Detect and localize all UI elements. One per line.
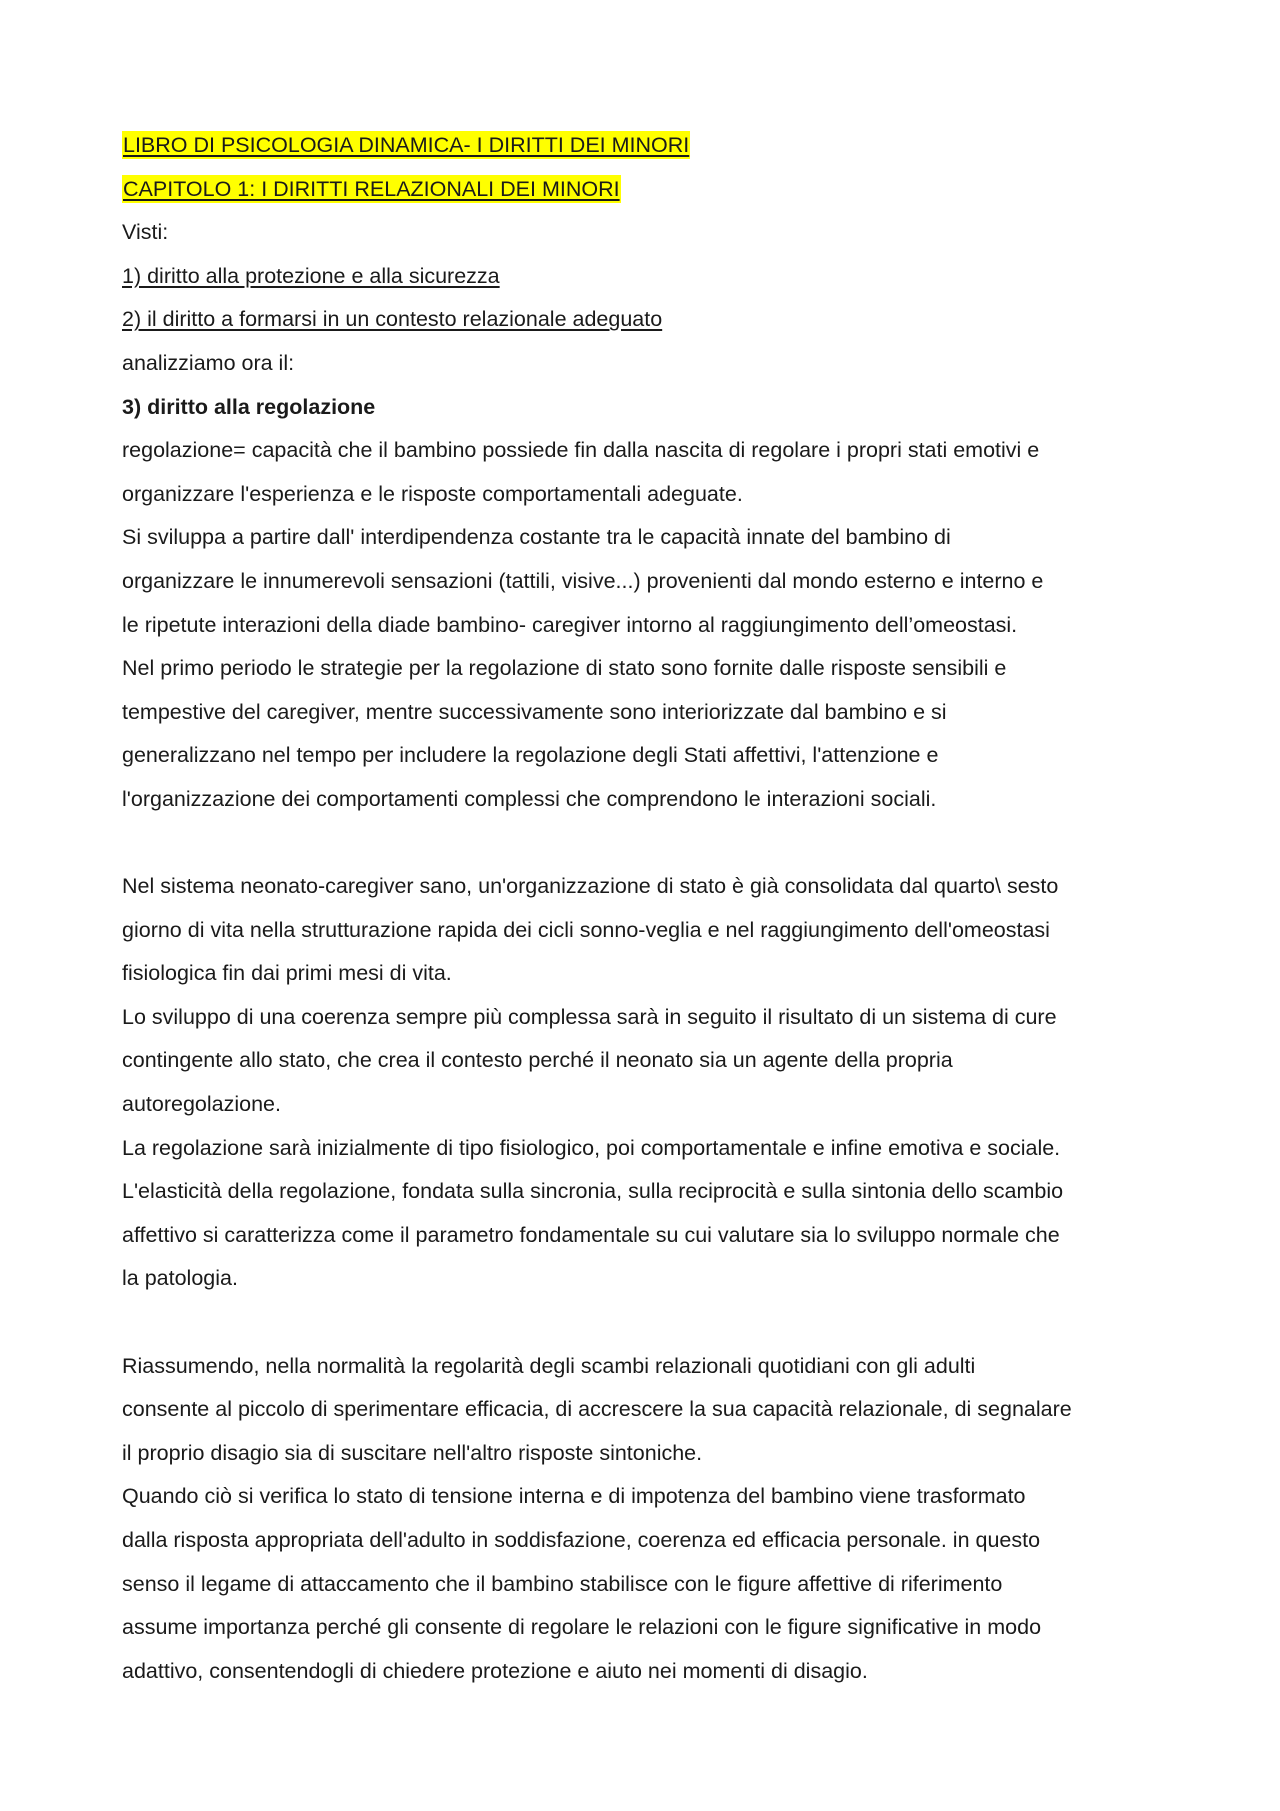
paragraph-line: Quando ciò si verifica lo stato di tensione interna e di impotenza del bambino viene trasformato [122, 1484, 1026, 1509]
paragraph-block-3 [122, 1345, 1172, 1694]
paragraph-line: il proprio disagio sia di suscitare nell'altro risposte sintoniche. [122, 1440, 703, 1465]
blank-line [122, 822, 1172, 866]
paragraph-line: Nel primo periodo le strategie per la regolazione di stato sono fornite dalle risposte sensibili e [122, 656, 1007, 681]
paragraph-line: adattivo, consentendogli di chiedere protezione e aiuto nei momenti di disagio. [122, 1658, 868, 1683]
paragraph-line: Lo sviluppo di una coerenza sempre più complessa sarà in seguito il risultato di un sistema di cure [122, 1004, 1057, 1029]
paragraph-line: tempestive del caregiver, mentre successivamente sono interiorizzate dal bambino e si [122, 699, 947, 724]
paragraph-line: senso il legame di attaccamento che il bambino stabilisce con le figure affettive di riferimento [122, 1571, 1003, 1596]
paragraph-line: La regolazione sarà inizialmente di tipo fisiologico, poi comportamentale e infine emotiva e sociale. [122, 1135, 1061, 1160]
intro-text: Visti: [122, 220, 169, 245]
chapter-title-line [122, 168, 1172, 212]
list-item [122, 298, 1172, 342]
lead-text: analizziamo ora il: [122, 350, 295, 375]
document-title: LIBRO DI PSICOLOGIA DINAMICA- I DIRITTI DEI MINORI [123, 133, 690, 157]
paragraph-line: l'organizzazione dei comportamenti complessi che comprendono le interazioni sociali. [122, 786, 937, 811]
paragraph-line: consente al piccolo di sperimentare efficacia, di accrescere la sua capacità relazionale, di segnalare [122, 1397, 1072, 1422]
section-heading: 3) diritto alla regolazione [122, 394, 376, 419]
paragraph-line: Nel sistema neonato-caregiver sano, un'organizzazione di stato è già consolidata dal quarto\ sesto [122, 874, 1059, 899]
paragraph-line: Si sviluppa a partire dall' interdipendenza costante tra le capacità innate del bambino di [122, 525, 951, 550]
paragraph-line: giorno di vita nella strutturazione rapida dei cicli sonno-veglia e nel raggiungimento dell'omeostasi [122, 917, 1050, 942]
document-title-line [122, 124, 1172, 168]
document-body [122, 124, 1172, 1693]
paragraph-line: autoregolazione. [122, 1092, 281, 1117]
list-item-label: 1) diritto alla protezione e alla sicurezza [122, 263, 500, 288]
paragraph-line: contingente allo stato, che crea il contesto perché il neonato sia un agente della propria [122, 1048, 953, 1073]
paragraph-line: assume importanza perché gli consente di regolare le relazioni con le figure significative in modo [122, 1615, 1042, 1640]
chapter-title: CAPITOLO 1: I DIRITTI RELAZIONALI DEI MINORI [123, 176, 620, 201]
list-item [122, 255, 1172, 299]
paragraph-line: Riassumendo, nella normalità la regolarità degli scambi relazionali quotidiani con gli adulti [122, 1353, 976, 1378]
paragraph-line: regolazione= capacità che il bambino possiede fin dalla nascita di regolare i propri stati emotivi e [122, 438, 1040, 463]
paragraph-line: organizzare l'esperienza e le risposte comportamentali adeguate. [122, 481, 743, 506]
blank-line [122, 1301, 1172, 1345]
paragraph-line: la patologia. [122, 1266, 238, 1291]
paragraph-line: organizzare le innumerevoli sensazioni (tattili, visive...) provenienti dal mondo esterno e interno e [122, 568, 1044, 593]
paragraph-line: fisiologica fin dai primi mesi di vita. [122, 961, 452, 986]
paragraph-block-1 [122, 429, 1172, 821]
paragraph-line: L'elasticità della regolazione, fondata sulla sincronia, sulla reciprocità e sulla sintonia dello scambio [122, 1179, 1064, 1204]
paragraph-line: dalla risposta appropriata dell'adulto in soddisfazione, coerenza ed efficacia personale. in questo [122, 1528, 1041, 1552]
paragraph-line: le ripetute interazioni della diade bambino- caregiver intorno al raggiungimento dell’omeostasi. [122, 612, 1018, 637]
paragraph-block-2 [122, 865, 1172, 1301]
paragraph-line: affettivo si caratterizza come il parametro fondamentale su cui valutare sia lo sviluppo normale che [122, 1222, 1060, 1247]
paragraph-line: generalizzano nel tempo per includere la regolazione degli Stati affettivi, l'attenzione e [122, 743, 939, 768]
list-item-label: 2) il diritto a formarsi in un contesto relazionale adeguato [122, 307, 663, 332]
